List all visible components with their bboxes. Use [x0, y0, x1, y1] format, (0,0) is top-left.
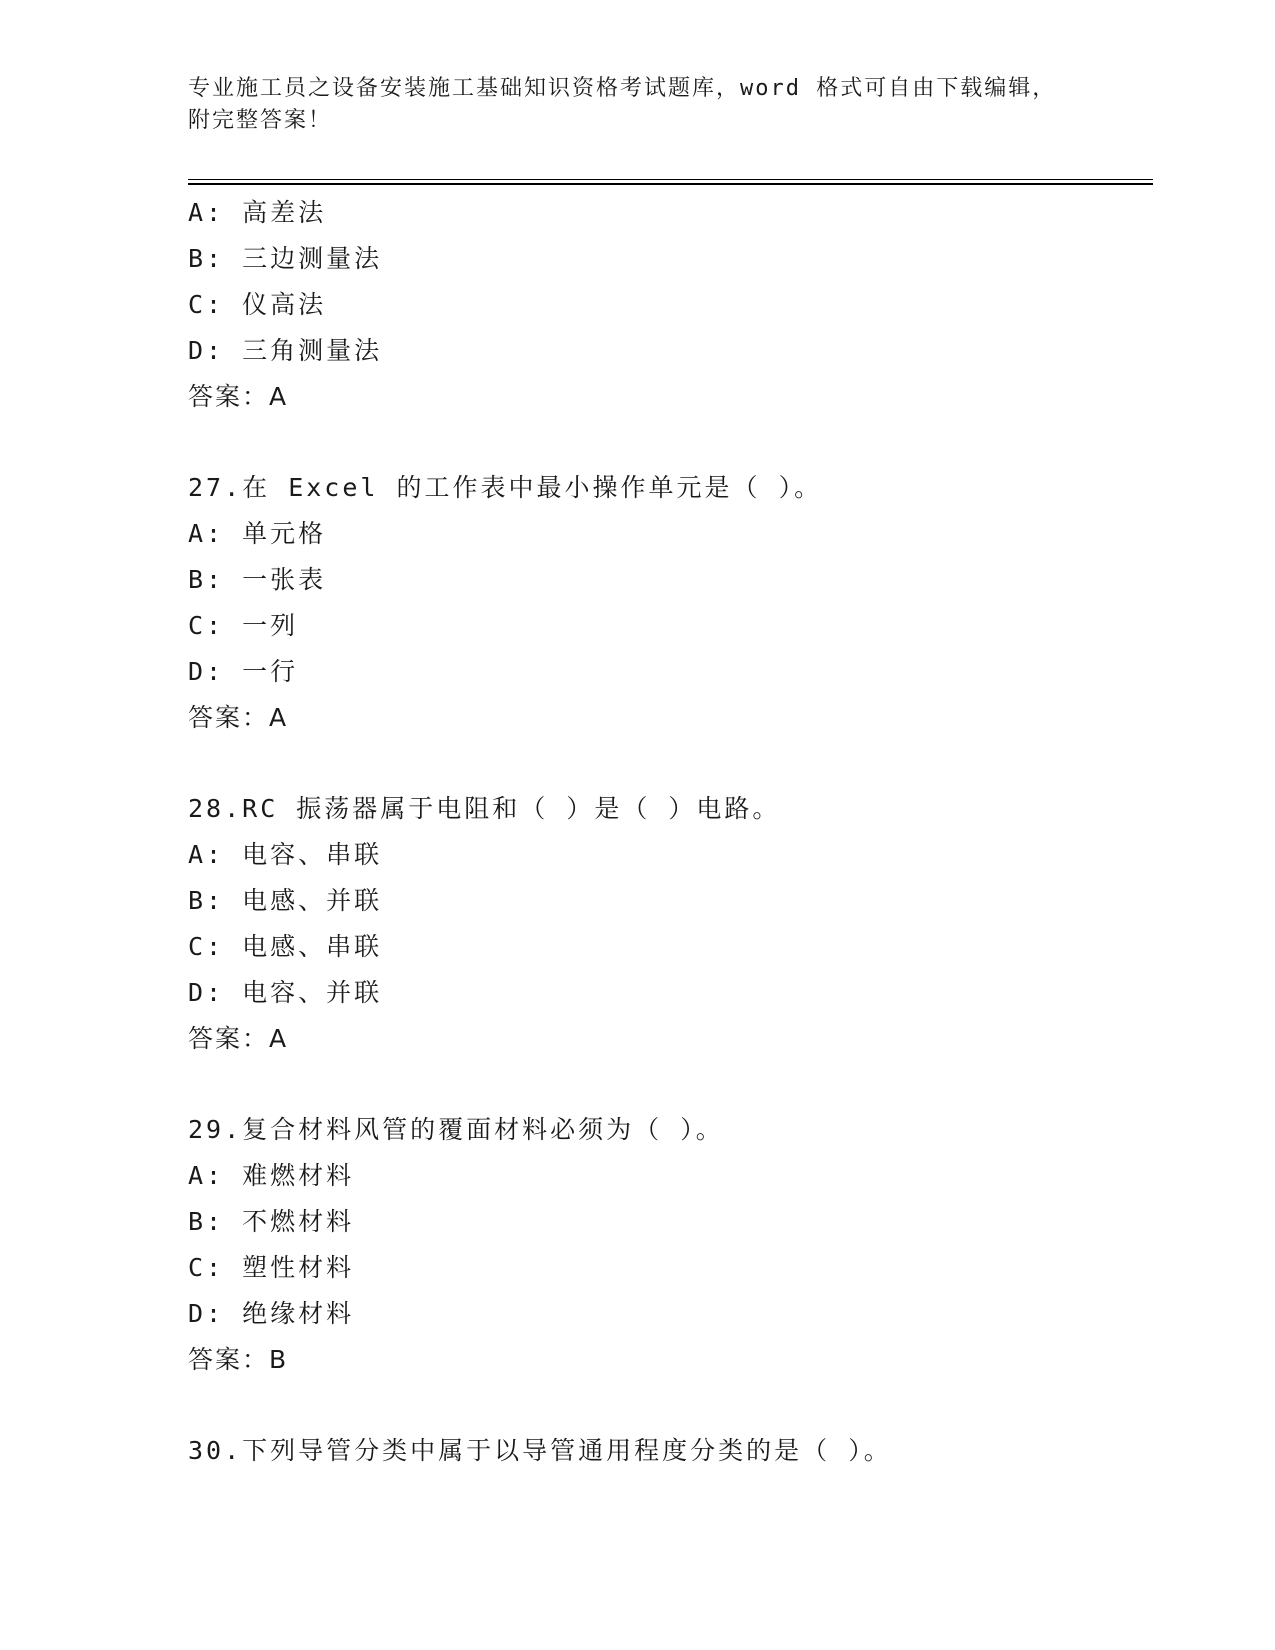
- option-b: B: 电感、并联: [188, 886, 383, 915]
- answer-line: 答案：A: [188, 703, 289, 732]
- option-d: D: 电容、并联: [188, 978, 383, 1007]
- option-b: B: 不燃材料: [188, 1207, 355, 1236]
- question-text: 29.复合材料风管的覆面材料必须为（ ）。: [188, 1115, 724, 1144]
- header-rule-thin: [188, 179, 1153, 180]
- question-list: [188, 190, 1153, 1474]
- option-d: D: 三角测量法: [188, 336, 383, 365]
- question-block-26: [188, 190, 1153, 420]
- option-c: C: 塑性材料: [188, 1253, 355, 1282]
- option-a: A: 电容、串联: [188, 840, 383, 869]
- question-block-30: [188, 1428, 1153, 1474]
- question-text: 27.在 Excel 的工作表中最小操作单元是（ ）。: [188, 473, 823, 502]
- header-rule-thick: [188, 183, 1153, 185]
- answer-line: 答案：A: [188, 1024, 289, 1053]
- option-c: C: 一列: [188, 611, 299, 640]
- question-block-27: [188, 465, 1153, 741]
- question-text: 28.RC 振荡器属于电阻和（ ）是（ ）电路。: [188, 794, 781, 823]
- option-b: B: 一张表: [188, 565, 327, 594]
- option-b: B: 三边测量法: [188, 244, 383, 273]
- option-d: D: 一行: [188, 657, 299, 686]
- option-a: A: 难燃材料: [188, 1161, 355, 1190]
- option-a: A: 单元格: [188, 519, 327, 548]
- option-d: D: 绝缘材料: [188, 1299, 355, 1328]
- question-text: 30.下列导管分类中属于以导管通用程度分类的是（ ）。: [188, 1436, 892, 1465]
- answer-line: 答案：A: [188, 382, 289, 411]
- answer-line: 答案：B: [188, 1345, 289, 1374]
- option-a: A: 高差法: [188, 198, 327, 227]
- header-line-1: 专业施工员之设备安装施工基础知识资格考试题库，word 格式可自由下载编辑，: [188, 76, 1057, 101]
- header-line-2: 附完整答案！: [188, 108, 333, 133]
- question-block-29: [188, 1107, 1153, 1383]
- document-header: [188, 73, 1088, 137]
- option-c: C: 仪高法: [188, 290, 327, 319]
- question-block-28: [188, 786, 1153, 1062]
- option-c: C: 电感、串联: [188, 932, 383, 961]
